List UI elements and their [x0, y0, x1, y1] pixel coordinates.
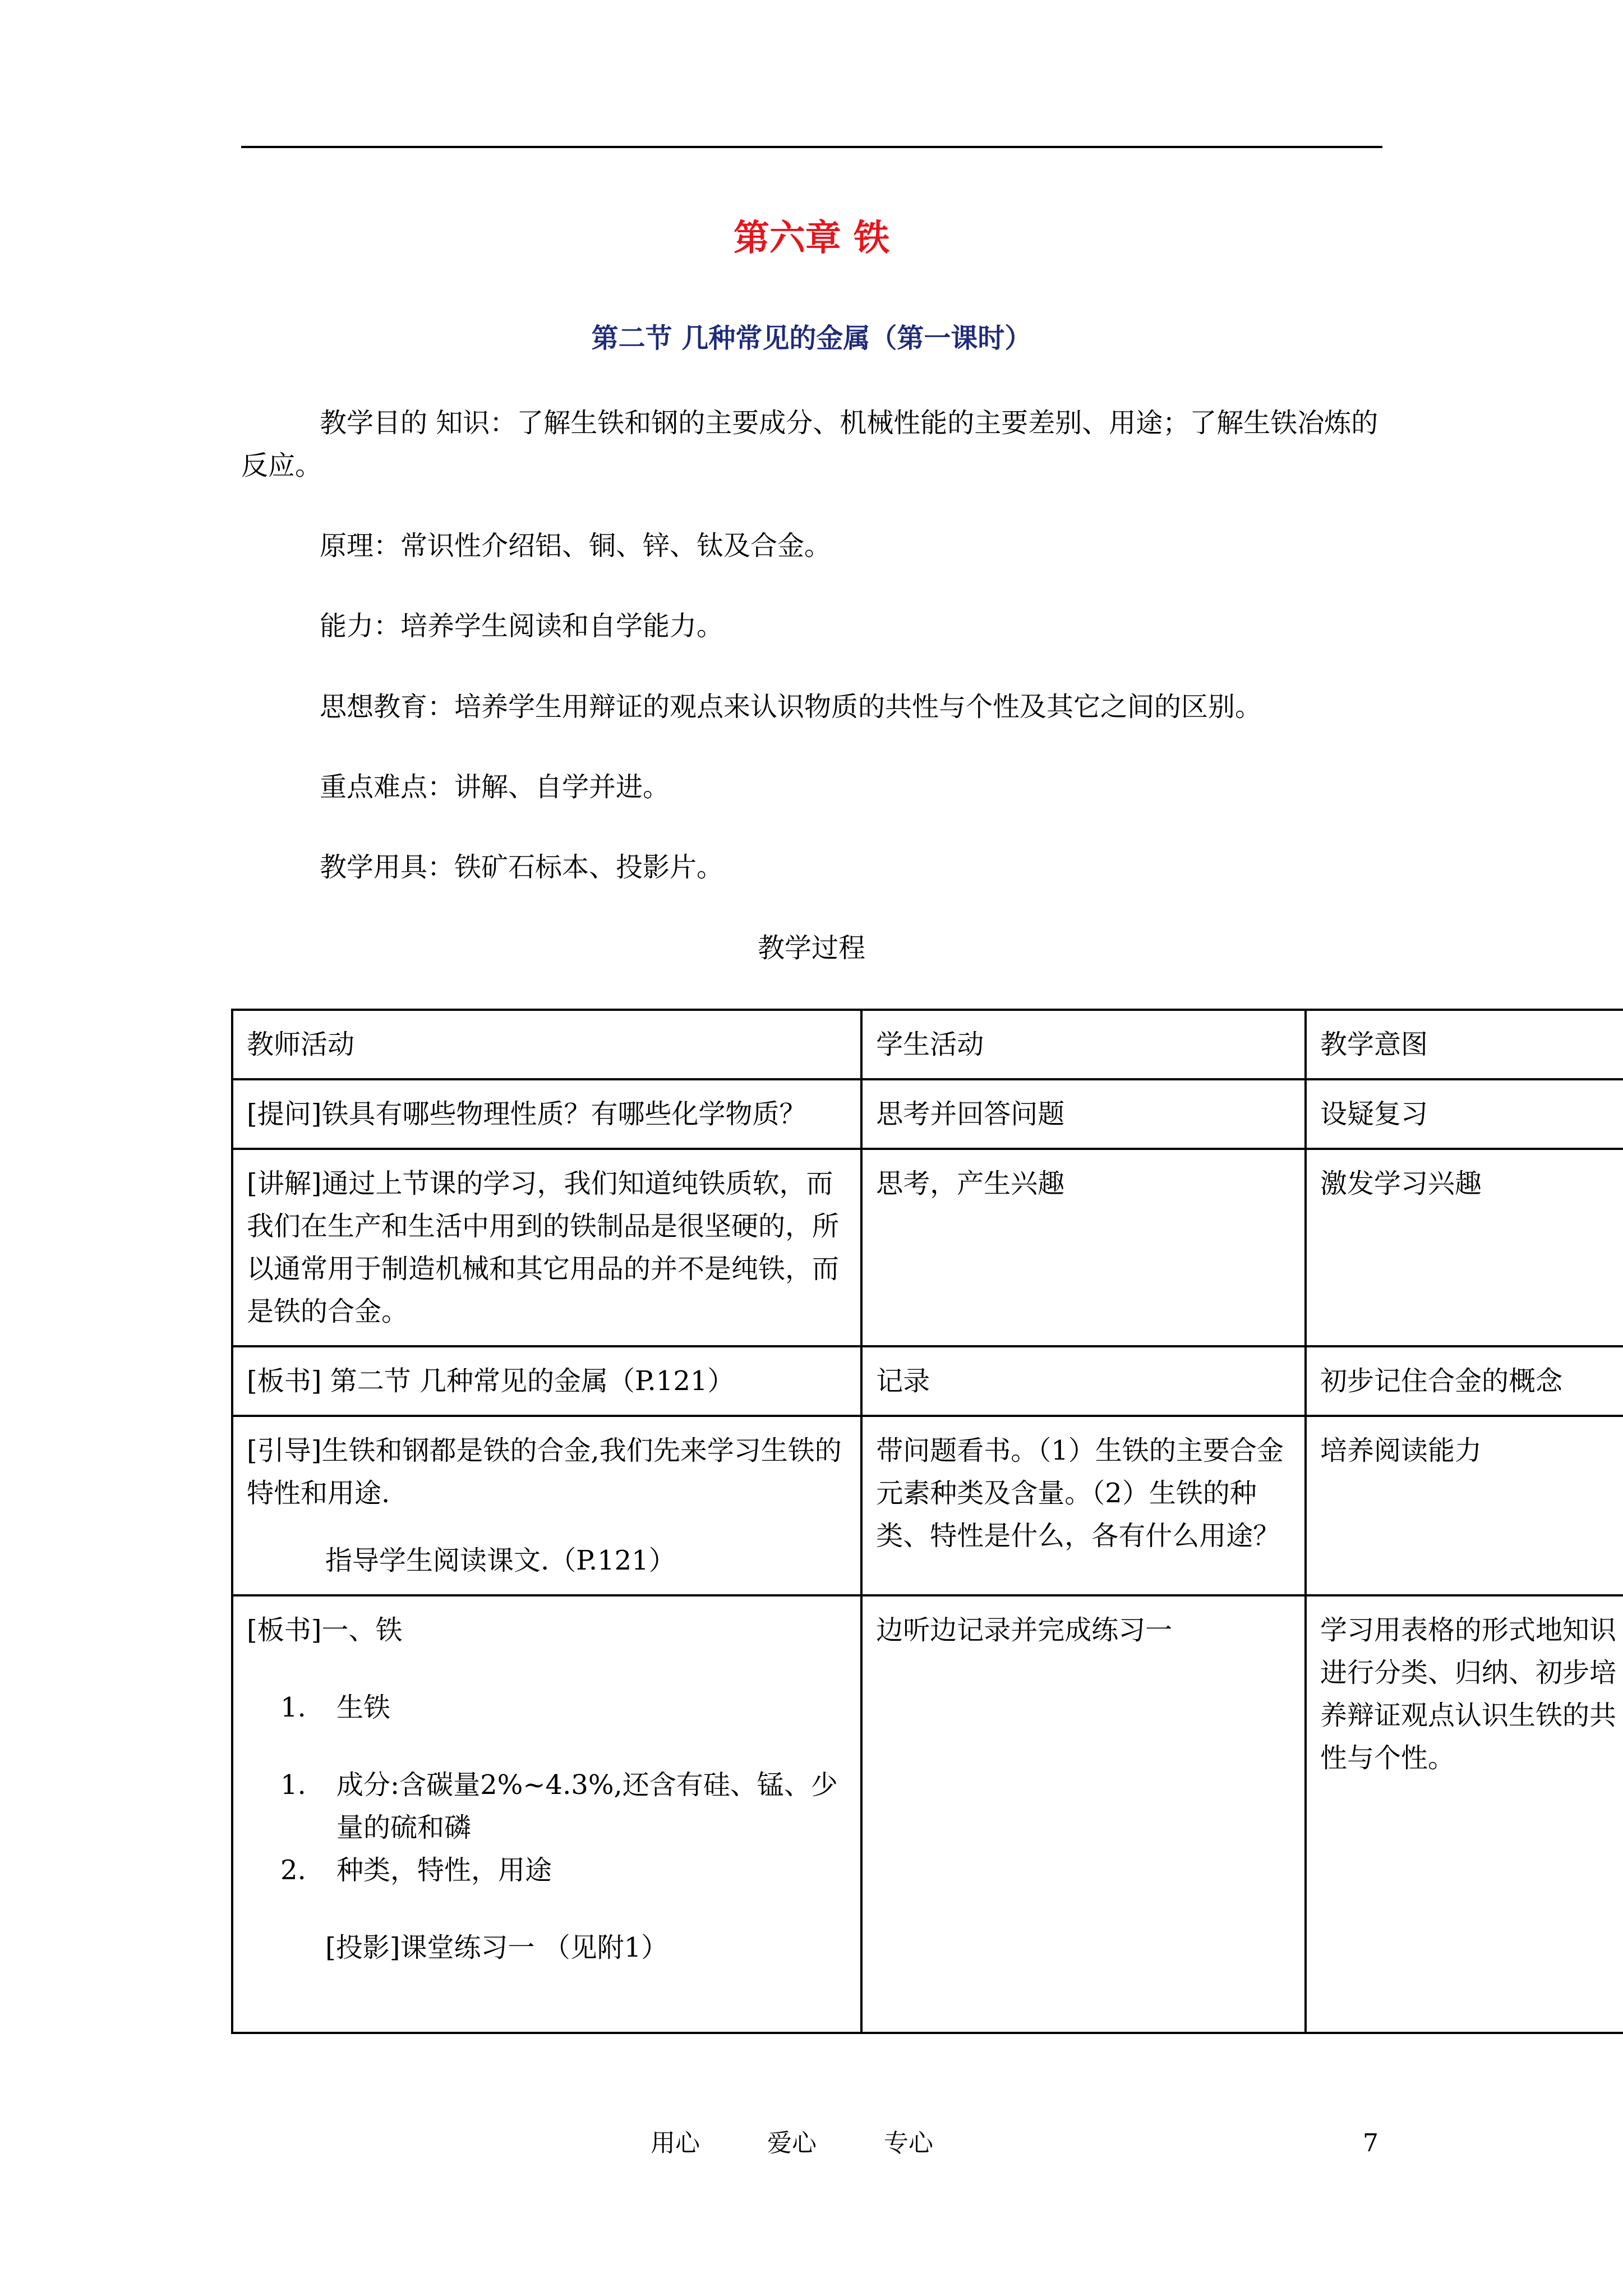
board-heading: [板书]一、铁 [247, 1614, 403, 1646]
chapter-title: 第六章 铁 [733, 217, 890, 259]
spacer [247, 1892, 847, 1926]
table-header-row [232, 1010, 1623, 1079]
header-rule [241, 146, 1382, 148]
list-number: 1. [280, 1769, 306, 1801]
list-item [247, 1686, 847, 1729]
teacher-guide-extra: 指导学生阅读课文.（P.121） [325, 1545, 676, 1576]
teacher-guide-text: [引导]生铁和钢都是铁的合金,我们先来学习生铁的特性和用途. [247, 1435, 842, 1509]
list-text: 成分:含碳量2%~4.3%,还含有硅、锰、少量的硫和磷 [336, 1769, 838, 1843]
list-text: 生铁 [336, 1692, 391, 1723]
table-row [232, 1595, 1623, 2033]
list-item [247, 1764, 847, 1849]
table-row [232, 1346, 1623, 1416]
paragraph-ability: 能力：培养学生阅读和自学能力。 [320, 610, 724, 642]
list-number: 2. [280, 1855, 306, 1886]
motto-word: 专心 [884, 2129, 933, 2157]
intent-cell: 学习用表格的形式地知识进行分类、归纳、初步培养辩证观点认识生铁的共性与个性。 [1306, 1595, 1623, 2033]
page-number: 7 [1363, 2129, 1378, 2157]
footer-motto [651, 2124, 1000, 2163]
header-teacher-activity: 教师活动 [232, 1010, 861, 1079]
list-number: 1. [280, 1692, 306, 1723]
student-cell: 边听边记录并完成练习一 [861, 1595, 1306, 2033]
intent-cell: 培养阅读能力 [1306, 1416, 1623, 1595]
teacher-cell [232, 1416, 861, 1595]
header-teaching-intent: 教学意图 [1306, 1010, 1623, 1079]
paragraph-principle: 原理：常识性介绍铝、铜、锌、钛及合金。 [320, 530, 832, 562]
paragraph-teaching-goal: 教学目的 知识：了解生铁和钢的主要成分、机械性能的主要差别、用途；了解生铁冶炼的反应。 [241, 407, 1378, 481]
student-cell: 思考，产生兴趣 [861, 1149, 1306, 1346]
motto-word: 用心 [651, 2129, 700, 2157]
intent-cell: 初步记住合金的概念 [1306, 1346, 1623, 1416]
intent-cell: 设疑复习 [1306, 1079, 1623, 1149]
table-row [232, 1079, 1623, 1149]
teacher-cell [232, 1595, 861, 2033]
paragraph-thought-education: 思想教育：培养学生用辩证的观点来认识物质的共性与个性及其它之间的区别。 [320, 691, 1262, 723]
intent-cell: 激发学习兴趣 [1306, 1149, 1623, 1346]
table-row [232, 1149, 1623, 1346]
table-row [232, 1416, 1623, 1595]
teacher-cell: [提问]铁具有哪些物理性质？有哪些化学物质？ [232, 1079, 861, 1149]
spacer [247, 1729, 847, 1764]
section-title: 第二节 几种常见的金属（第一课时） [591, 323, 1032, 354]
student-cell: 带问题看书。（1）生铁的主要合金元素种类及含量。（2）生铁的种类、特性是什么，各有什么用途？ [861, 1416, 1306, 1595]
projection-exercise: [投影]课堂练习一 （见附1） [325, 1932, 668, 1963]
motto-word: 爱心 [767, 2129, 817, 2157]
student-cell: 记录 [861, 1346, 1306, 1416]
spacer [247, 1515, 847, 1539]
paragraph-teaching-tools: 教学用具：铁矿石标本、投影片。 [320, 852, 724, 883]
spacer [247, 1651, 847, 1686]
paragraph-key-difficulty: 重点难点：讲解、自学并进。 [320, 771, 670, 803]
teacher-cell: [讲解]通过上节课的学习，我们知道纯铁质软，而我们在生产和生活中用到的铁制品是很坚硬的，所以通常用于制造机械和其它用品的并不是纯铁，而是铁的合金。 [232, 1149, 861, 1346]
student-cell: 思考并回答问题 [861, 1079, 1306, 1149]
teacher-cell: [板书] 第二节 几种常见的金属（P.121） [232, 1346, 861, 1416]
header-student-activity: 学生活动 [861, 1010, 1306, 1079]
list-item [247, 1849, 847, 1892]
lesson-table [231, 1009, 1623, 2034]
process-title: 教学过程 [757, 932, 865, 964]
list-text: 种类，特性，用途 [336, 1855, 552, 1886]
